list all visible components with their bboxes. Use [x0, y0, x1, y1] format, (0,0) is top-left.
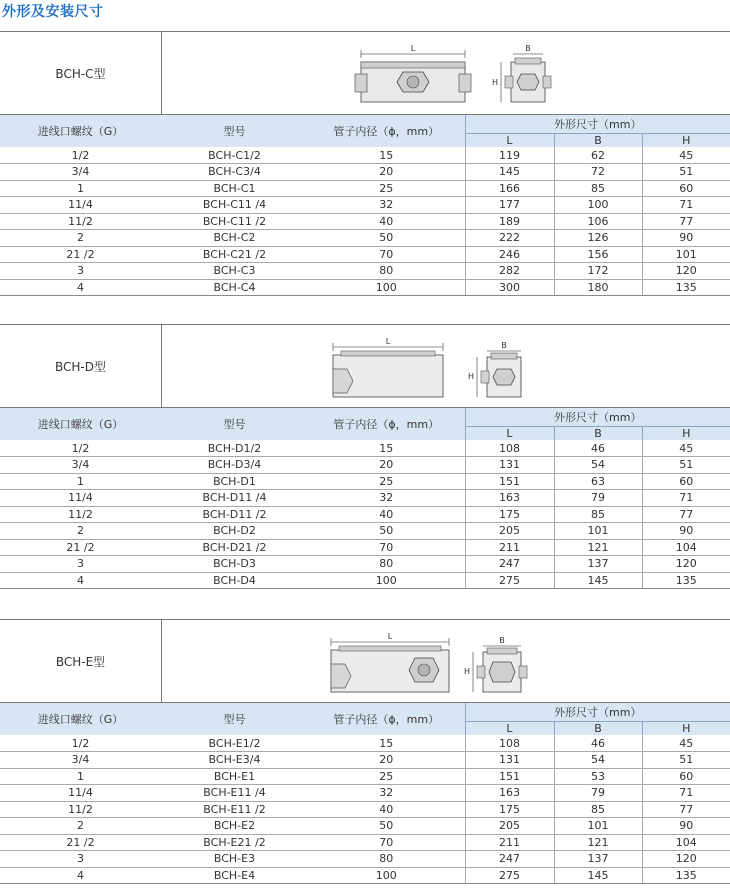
dimension-drawing	[325, 40, 555, 110]
table-cell: 62	[554, 147, 642, 164]
table-row	[0, 735, 730, 752]
table-cell: BCH-D3/4	[161, 457, 308, 474]
table-cell: BCH-C3/4	[161, 164, 308, 181]
table-cell: BCH-D11 /4	[161, 490, 308, 507]
table-cell: 54	[554, 752, 642, 769]
header-dims: 外形尺寸（mm）	[465, 703, 730, 721]
table-cell: 205	[465, 523, 554, 540]
table-cell: 51	[642, 457, 730, 474]
table-cell: 275	[465, 867, 554, 884]
table-cell: 121	[554, 539, 642, 556]
table-cell: 211	[465, 539, 554, 556]
header-divider	[161, 620, 162, 703]
table-cell: 79	[554, 490, 642, 507]
table-cell: 120	[642, 556, 730, 573]
table-cell: 2	[0, 523, 161, 540]
table-cell: 51	[642, 752, 730, 769]
table-cell: 45	[642, 440, 730, 457]
model-block-c	[0, 31, 730, 296]
table-row	[0, 834, 730, 851]
table-cell: 135	[642, 572, 730, 589]
table-cell: BCH-D1	[161, 473, 308, 490]
table-cell: 100	[308, 279, 465, 296]
table-cell: 247	[465, 556, 554, 573]
table-cell: 11/2	[0, 801, 161, 818]
table-cell: BCH-E11 /4	[161, 785, 308, 802]
table-cell: 45	[642, 147, 730, 164]
table-cell: 180	[554, 279, 642, 296]
table-cell: 104	[642, 539, 730, 556]
drawing-label-b: B	[499, 636, 505, 645]
table-cell: 205	[465, 818, 554, 835]
header-pipe: 管子内径（ϕ，mm）	[308, 408, 465, 440]
table-cell: 50	[308, 230, 465, 247]
table-cell: 70	[308, 246, 465, 263]
table-row	[0, 457, 730, 474]
model-name: BCH-D型	[55, 360, 106, 374]
table-cell: 40	[308, 801, 465, 818]
table-cell: 15	[308, 440, 465, 457]
table-cell: 25	[308, 473, 465, 490]
table-cell: 145	[554, 867, 642, 884]
table-cell: BCH-E4	[161, 867, 308, 884]
header-dims: 外形尺寸（mm）	[465, 115, 730, 133]
table-cell: 54	[554, 457, 642, 474]
dimension-table	[0, 408, 730, 589]
table-cell: 222	[465, 230, 554, 247]
table-cell: 4	[0, 279, 161, 296]
table-cell: 1	[0, 473, 161, 490]
table-cell: 60	[642, 473, 730, 490]
table-row	[0, 851, 730, 868]
table-row	[0, 556, 730, 573]
header-dims: 外形尺寸（mm）	[465, 408, 730, 426]
header-h: H	[642, 721, 730, 735]
table-cell: 246	[465, 246, 554, 263]
table-cell: BCH-D3	[161, 556, 308, 573]
table-cell: BCH-D2	[161, 523, 308, 540]
header-b: B	[554, 426, 642, 440]
model-name: BCH-E型	[55, 655, 106, 669]
drawing-label-b: B	[525, 44, 531, 53]
table-cell: 85	[554, 180, 642, 197]
block-header	[0, 620, 730, 703]
table-cell: 40	[308, 506, 465, 523]
header-l: L	[465, 133, 554, 147]
table-cell: 211	[465, 834, 554, 851]
table-cell: BCH-C21 /2	[161, 246, 308, 263]
table-cell: BCH-D1/2	[161, 440, 308, 457]
header-pipe: 管子内径（ϕ，mm）	[308, 703, 465, 735]
table-cell: 70	[308, 539, 465, 556]
table-cell: 11/4	[0, 490, 161, 507]
table-cell: 77	[642, 506, 730, 523]
table-cell: BCH-E1	[161, 768, 308, 785]
table-cell: 85	[554, 801, 642, 818]
table-cell: 72	[554, 164, 642, 181]
table-cell: BCH-C11 /4	[161, 197, 308, 214]
table-cell: BCH-C1/2	[161, 147, 308, 164]
table-cell: 21 /2	[0, 246, 161, 263]
table-cell: 85	[554, 506, 642, 523]
table-cell: 108	[465, 735, 554, 752]
table-cell: 50	[308, 523, 465, 540]
model-block-d	[0, 324, 730, 589]
table-cell: 282	[465, 263, 554, 280]
table-cell: 71	[642, 490, 730, 507]
table-cell: 100	[308, 867, 465, 884]
table-row	[0, 147, 730, 164]
table-cell: 151	[465, 473, 554, 490]
header-pipe: 管子内径（ϕ，mm）	[308, 115, 465, 147]
table-row	[0, 506, 730, 523]
table-cell: 25	[308, 180, 465, 197]
header-divider	[161, 325, 162, 408]
table-cell: 21 /2	[0, 834, 161, 851]
table-cell: 60	[642, 768, 730, 785]
table-cell: BCH-C4	[161, 279, 308, 296]
table-row	[0, 180, 730, 197]
table-cell: 106	[554, 213, 642, 230]
header-thread: 进线口螺纹（G）	[0, 115, 161, 147]
dimension-table	[0, 703, 730, 884]
table-cell: 175	[465, 506, 554, 523]
table-row	[0, 752, 730, 769]
table-row	[0, 867, 730, 884]
table-cell: 20	[308, 752, 465, 769]
table-cell: BCH-C2	[161, 230, 308, 247]
dimension-table	[0, 115, 730, 296]
table-cell: 32	[308, 785, 465, 802]
table-cell: 3/4	[0, 457, 161, 474]
table-cell: 101	[554, 523, 642, 540]
header-l: L	[465, 426, 554, 440]
header-h: H	[642, 133, 730, 147]
table-cell: 131	[465, 752, 554, 769]
table-cell: BCH-C1	[161, 180, 308, 197]
model-name: BCH-C型	[55, 67, 106, 81]
table-row	[0, 263, 730, 280]
table-cell: 145	[465, 164, 554, 181]
table-cell: BCH-E3	[161, 851, 308, 868]
table-cell: 131	[465, 457, 554, 474]
table-cell: 135	[642, 867, 730, 884]
header-b: B	[554, 133, 642, 147]
table-cell: 177	[465, 197, 554, 214]
drawing-label-l: L	[387, 632, 393, 641]
table-cell: 121	[554, 834, 642, 851]
table-cell: 163	[465, 785, 554, 802]
table-cell: 60	[642, 180, 730, 197]
table-cell: 11/4	[0, 197, 161, 214]
table-row	[0, 768, 730, 785]
table-cell: 2	[0, 818, 161, 835]
table-row	[0, 572, 730, 589]
table-cell: 156	[554, 246, 642, 263]
table-cell: 3	[0, 263, 161, 280]
table-row	[0, 440, 730, 457]
table-row	[0, 230, 730, 247]
header-l: L	[465, 721, 554, 735]
table-cell: 101	[642, 246, 730, 263]
dimension-drawing	[325, 628, 555, 698]
table-cell: 104	[642, 834, 730, 851]
header-model: 型号	[161, 408, 308, 440]
table-cell: 71	[642, 197, 730, 214]
table-cell: 3/4	[0, 752, 161, 769]
block-header	[0, 32, 730, 115]
table-cell: BCH-C11 /2	[161, 213, 308, 230]
table-cell: 1	[0, 768, 161, 785]
table-row	[0, 279, 730, 296]
table-cell: 1/2	[0, 147, 161, 164]
table-cell: 166	[465, 180, 554, 197]
table-cell: 53	[554, 768, 642, 785]
table-row	[0, 490, 730, 507]
table-row	[0, 818, 730, 835]
table-cell: 46	[554, 440, 642, 457]
table-row	[0, 197, 730, 214]
table-cell: 120	[642, 851, 730, 868]
drawing-label-b: B	[501, 341, 507, 350]
table-cell: 71	[642, 785, 730, 802]
table-row	[0, 164, 730, 181]
table-cell: 108	[465, 440, 554, 457]
table-cell: 1/2	[0, 735, 161, 752]
table-cell: 80	[308, 556, 465, 573]
table-cell: 101	[554, 818, 642, 835]
table-cell: 77	[642, 213, 730, 230]
table-cell: BCH-E3/4	[161, 752, 308, 769]
table-cell: 20	[308, 164, 465, 181]
header-b: B	[554, 721, 642, 735]
table-cell: 45	[642, 735, 730, 752]
table-cell: 3	[0, 556, 161, 573]
table-cell: BCH-D4	[161, 572, 308, 589]
table-cell: 100	[554, 197, 642, 214]
block-header	[0, 325, 730, 408]
table-cell: 79	[554, 785, 642, 802]
table-cell: 247	[465, 851, 554, 868]
table-cell: 70	[308, 834, 465, 851]
table-cell: 46	[554, 735, 642, 752]
table-cell: 135	[642, 279, 730, 296]
table-cell: BCH-D11 /2	[161, 506, 308, 523]
table-cell: 2	[0, 230, 161, 247]
table-row	[0, 523, 730, 540]
table-cell: 137	[554, 851, 642, 868]
table-row	[0, 539, 730, 556]
table-row	[0, 246, 730, 263]
table-cell: 32	[308, 490, 465, 507]
table-cell: BCH-E11 /2	[161, 801, 308, 818]
header-model: 型号	[161, 115, 308, 147]
drawing-label-h: H	[467, 372, 475, 381]
table-cell: BCH-C3	[161, 263, 308, 280]
table-cell: 50	[308, 818, 465, 835]
table-cell: 21 /2	[0, 539, 161, 556]
table-cell: 40	[308, 213, 465, 230]
table-cell: BCH-E1/2	[161, 735, 308, 752]
table-cell: 275	[465, 572, 554, 589]
table-cell: 63	[554, 473, 642, 490]
header-thread: 进线口螺纹（G）	[0, 703, 161, 735]
drawing-label-h: H	[463, 667, 471, 676]
table-cell: 32	[308, 197, 465, 214]
table-cell: 15	[308, 147, 465, 164]
table-cell: 163	[465, 490, 554, 507]
table-cell: 77	[642, 801, 730, 818]
table-cell: 1	[0, 180, 161, 197]
table-cell: 172	[554, 263, 642, 280]
table-cell: 119	[465, 147, 554, 164]
table-cell: 126	[554, 230, 642, 247]
table-cell: 90	[642, 523, 730, 540]
table-cell: 90	[642, 230, 730, 247]
table-cell: 137	[554, 556, 642, 573]
table-cell: 90	[642, 818, 730, 835]
table-cell: 100	[308, 572, 465, 589]
page-title: 外形及安装尺寸	[2, 4, 104, 20]
header-thread: 进线口螺纹（G）	[0, 408, 161, 440]
drawing-label-l: L	[385, 337, 391, 346]
drawing-label-l: L	[410, 44, 416, 53]
header-divider	[161, 32, 162, 115]
table-cell: 1/2	[0, 440, 161, 457]
table-cell: 80	[308, 263, 465, 280]
table-cell: BCH-E21 /2	[161, 834, 308, 851]
table-cell: 120	[642, 263, 730, 280]
drawing-label-h: H	[491, 78, 499, 87]
model-block-e	[0, 619, 730, 884]
table-cell: 20	[308, 457, 465, 474]
table-cell: BCH-E2	[161, 818, 308, 835]
table-cell: 3	[0, 851, 161, 868]
table-row	[0, 785, 730, 802]
table-row	[0, 801, 730, 818]
table-cell: 189	[465, 213, 554, 230]
table-cell: 11/2	[0, 506, 161, 523]
table-cell: 80	[308, 851, 465, 868]
table-cell: 11/2	[0, 213, 161, 230]
header-model: 型号	[161, 703, 308, 735]
table-cell: 3/4	[0, 164, 161, 181]
table-cell: 51	[642, 164, 730, 181]
table-cell: 300	[465, 279, 554, 296]
dimension-drawing	[325, 333, 555, 403]
table-row	[0, 213, 730, 230]
table-cell: 4	[0, 572, 161, 589]
table-cell: 151	[465, 768, 554, 785]
header-h: H	[642, 426, 730, 440]
table-cell: 11/4	[0, 785, 161, 802]
table-row	[0, 473, 730, 490]
table-cell: 15	[308, 735, 465, 752]
table-cell: 4	[0, 867, 161, 884]
table-cell: 145	[554, 572, 642, 589]
table-cell: BCH-D21 /2	[161, 539, 308, 556]
table-cell: 25	[308, 768, 465, 785]
table-cell: 175	[465, 801, 554, 818]
